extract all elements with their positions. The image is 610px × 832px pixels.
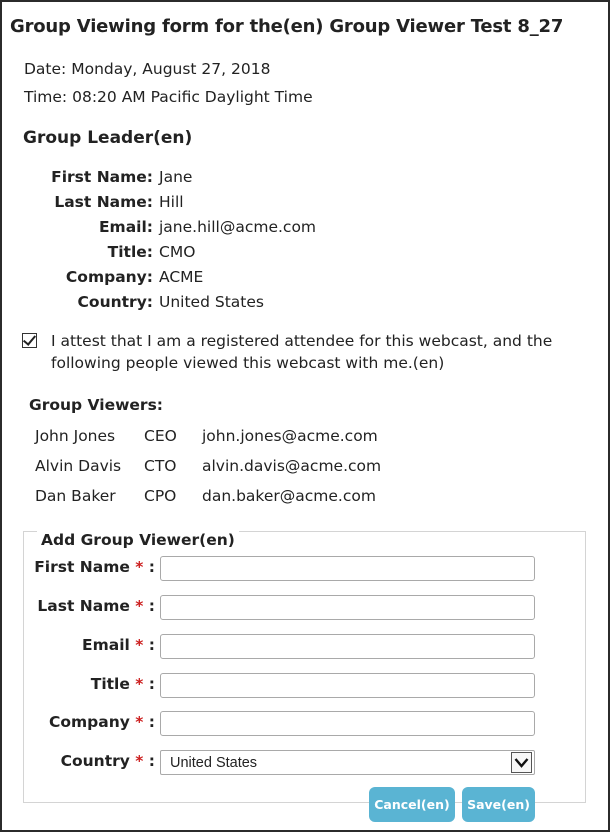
viewer-name: Alvin Davis: [35, 457, 122, 475]
last-name-row: [0, 595, 540, 621]
leader-field-label: Email:: [98, 218, 153, 236]
company-label: Company * :: [49, 713, 155, 731]
first-name-label: First Name * :: [34, 558, 155, 576]
country-row: [0, 750, 540, 776]
chevron-down-icon[interactable]: [511, 752, 532, 773]
group-leader-heading: Group Leader(en): [23, 128, 193, 148]
attest-checkbox[interactable]: [22, 333, 37, 348]
viewer-name: Dan Baker: [35, 487, 116, 505]
viewer-name: John Jones: [35, 427, 116, 445]
last-name-label: Last Name * :: [37, 597, 155, 615]
save-button[interactable]: Save(en): [462, 787, 535, 822]
leader-row: [0, 293, 400, 318]
required-mark: *: [135, 713, 144, 731]
form-title: Group Viewing form for the(en) Group Viewer Test 8_27: [10, 16, 564, 37]
leader-field-value: Jane: [159, 168, 193, 186]
required-mark: *: [135, 752, 144, 770]
country-label: Country * :: [60, 752, 155, 770]
leader-row: [0, 218, 400, 243]
date-line: [24, 60, 270, 78]
attest-text: I attest that I am a registered attendee for this webcast, and the following people viewed this webcast with me.(en): [51, 332, 553, 372]
time-value: 08:20 AM Pacific Daylight Time: [72, 88, 313, 106]
leader-field-value: ACME: [159, 268, 204, 286]
viewer-title: CTO: [144, 457, 177, 475]
viewer-title: CEO: [144, 427, 177, 445]
leader-row: [0, 193, 400, 218]
email-label: Email * :: [82, 636, 155, 654]
company-row: [0, 711, 540, 737]
first-name-row: [0, 556, 540, 582]
viewer-email: alvin.davis@acme.com: [202, 457, 382, 475]
required-mark: *: [135, 597, 144, 615]
title-row: [0, 673, 540, 699]
add-viewer-legend: Add Group Viewer(en): [37, 531, 239, 549]
group-viewers-heading: Group Viewers:: [29, 396, 163, 414]
email-row: [0, 634, 540, 660]
cancel-button[interactable]: Cancel(en): [369, 787, 455, 822]
country-selected-value: United States: [170, 755, 258, 771]
email-input[interactable]: [160, 634, 535, 659]
leader-row: [0, 168, 400, 193]
time-line: [24, 88, 313, 106]
leader-field-value: Hill: [159, 193, 184, 211]
viewer-title: CPO: [144, 487, 177, 505]
attest-row: [22, 330, 571, 374]
required-mark: *: [135, 675, 144, 693]
leader-field-value: United States: [159, 293, 264, 311]
leader-row: [0, 268, 400, 293]
country-select[interactable]: [160, 750, 535, 775]
title-input[interactable]: [160, 673, 535, 698]
leader-field-label: Company:: [65, 268, 153, 286]
group-viewers-list: [35, 427, 381, 517]
leader-field-value: CMO: [159, 243, 196, 261]
company-input[interactable]: [160, 711, 535, 736]
required-mark: *: [135, 558, 144, 576]
leader-field-value: jane.hill@acme.com: [159, 218, 317, 236]
title-label: Title * :: [90, 675, 155, 693]
leader-field-label: Country:: [77, 293, 153, 311]
required-mark: *: [135, 636, 144, 654]
last-name-input[interactable]: [160, 595, 535, 620]
leader-field-label: First Name:: [51, 168, 153, 186]
viewer-row: [35, 457, 381, 487]
leader-field-label: Title:: [107, 243, 153, 261]
viewer-row: [35, 487, 381, 517]
viewer-email: dan.baker@acme.com: [202, 487, 376, 505]
time-label: Time:: [24, 88, 68, 106]
viewer-email: john.jones@acme.com: [202, 427, 378, 445]
date-value: Monday, August 27, 2018: [71, 60, 271, 78]
leader-details: [0, 168, 400, 318]
leader-field-label: Last Name:: [54, 193, 153, 211]
viewer-row: [35, 427, 381, 457]
first-name-input[interactable]: [160, 556, 535, 581]
leader-row: [0, 243, 400, 268]
date-label: Date:: [24, 60, 67, 78]
